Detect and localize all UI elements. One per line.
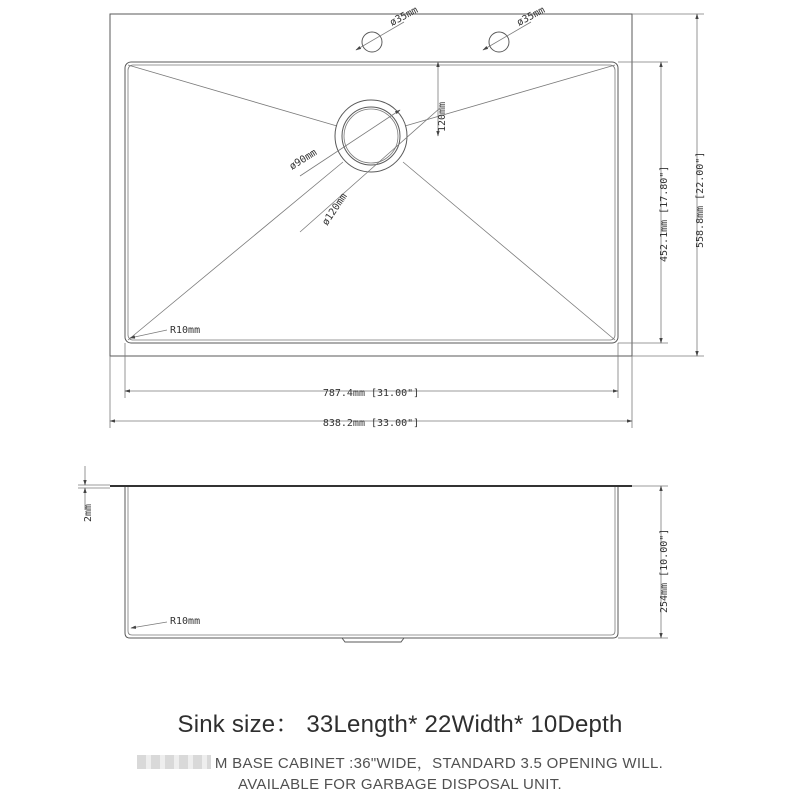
faucet-hole-left-label: ø35mm — [388, 4, 420, 29]
side-view — [78, 466, 670, 642]
sink-basin-outline — [125, 62, 618, 343]
inner-length-label: 787.4mm [31.00"] — [322, 388, 420, 399]
drain-offset-label: 120mm — [437, 101, 448, 132]
faucet-hole-right-label: ø35mm — [515, 4, 547, 29]
inner-depth-label: 452.1mm [17.80"] — [659, 165, 670, 262]
thickness-label: 2mm — [83, 503, 94, 522]
drain-outer-ring — [335, 100, 407, 172]
cabinet-note-line-2: AVAILABLE FOR GARBAGE DISPOSAL UNIT. — [238, 776, 562, 793]
cabinet-note-line-1 — [0, 752, 800, 773]
basin-slope-lines — [128, 65, 615, 340]
outer-length-label: 838.2mm [33.00"] — [322, 418, 420, 429]
top-corner-radius-label: R10mm — [170, 325, 201, 336]
obscured-text — [137, 755, 211, 769]
outer-depth-label: 558.8mm [22.00"] — [695, 151, 706, 248]
top-view — [110, 5, 706, 429]
side-depth-label: 254mm [10.00"] — [659, 528, 670, 613]
faucet-hole-right — [489, 32, 509, 52]
sink-basin-inner-edge — [128, 65, 615, 340]
side-corner-radius-label: R10mm — [170, 616, 201, 627]
drain-inner-diameter-label: ø90mm — [287, 147, 320, 173]
drain-outer-diameter-label: ø120mm — [320, 191, 350, 228]
cabinet-note-text: M BASE CABINET :36"WIDE，STANDARD 3.5 OPENING WILL. — [214, 755, 664, 772]
faucet-hole-left — [362, 32, 382, 52]
side-drain-bump — [342, 638, 404, 642]
sink-size-title: Sink size： 33Length* 22Width* 10Depth — [177, 711, 623, 738]
